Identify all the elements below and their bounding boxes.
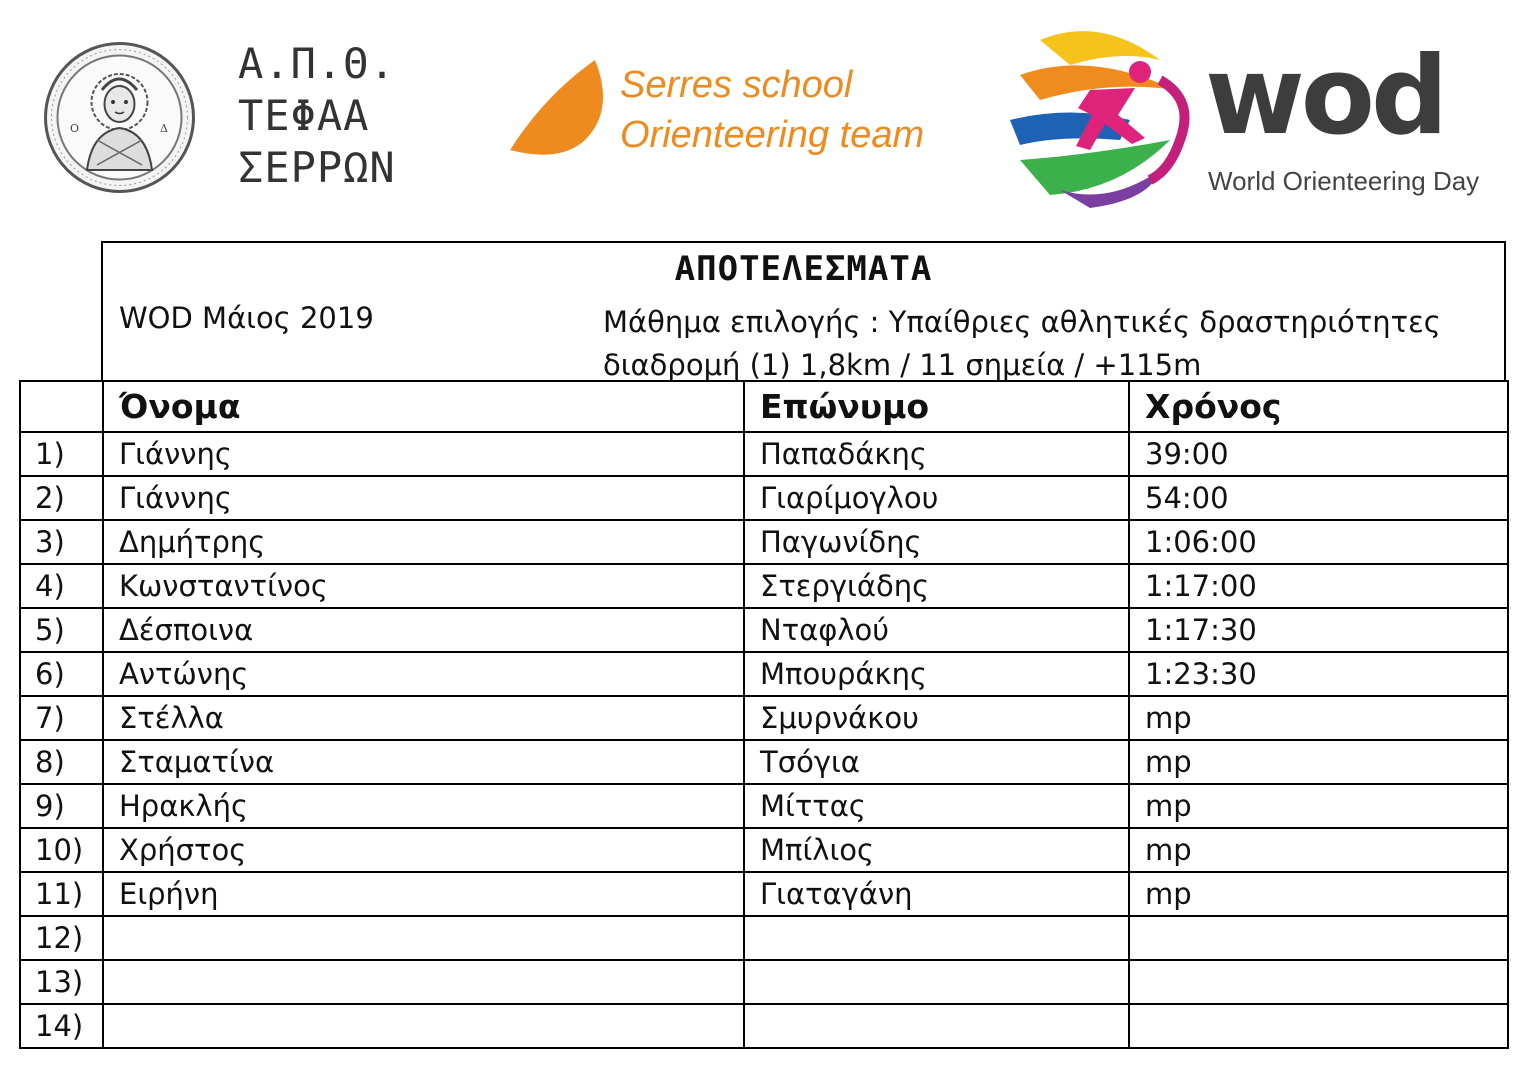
first-name-cell: Ηρακλής bbox=[103, 784, 744, 828]
rank-cell: 1) bbox=[20, 432, 103, 476]
last-name-cell: Γιαρίμογλου bbox=[744, 476, 1129, 520]
auth-logo-line: Α.Π.Θ. bbox=[238, 39, 396, 88]
results-body bbox=[20, 432, 1508, 1048]
last-name-cell bbox=[744, 1004, 1129, 1048]
rank-cell: 8) bbox=[20, 740, 103, 784]
wod-wordmark: wod bbox=[1205, 34, 1445, 159]
time-cell bbox=[1129, 1004, 1508, 1048]
table-row bbox=[20, 564, 1508, 608]
last-name-cell: Μίττας bbox=[744, 784, 1129, 828]
svg-text:Δ: Δ bbox=[160, 122, 168, 135]
rank-cell: 9) bbox=[20, 784, 103, 828]
results-title: ΑΠΟΤΕΛΕΣΜΑΤΑ bbox=[674, 249, 933, 289]
auth-seal-logo bbox=[42, 40, 197, 195]
time-cell: 1:23:30 bbox=[1129, 652, 1508, 696]
rank-cell: 4) bbox=[20, 564, 103, 608]
svg-text:Ο: Ο bbox=[70, 122, 80, 135]
last-name-cell bbox=[744, 960, 1129, 1004]
wod-runner-logo bbox=[1000, 20, 1200, 210]
time-cell: 54:00 bbox=[1129, 476, 1508, 520]
time-cell: mp bbox=[1129, 740, 1508, 784]
first-name-cell: Δημήτρης bbox=[103, 520, 744, 564]
table-row bbox=[20, 608, 1508, 652]
first-name-cell bbox=[103, 960, 744, 1004]
table-row bbox=[20, 784, 1508, 828]
first-name-cell bbox=[103, 1004, 744, 1048]
time-cell: 39:00 bbox=[1129, 432, 1508, 476]
course-name: Μάθημα επιλογής : Υπαίθριες αθλητικές δραστηριότητες bbox=[603, 305, 1441, 339]
first-name-cell: Γιάννης bbox=[103, 432, 744, 476]
last-name-cell: Στεργιάδης bbox=[744, 564, 1129, 608]
first-name-cell: Κωνσταντίνος bbox=[103, 564, 744, 608]
table-row bbox=[20, 520, 1508, 564]
last-name-cell bbox=[744, 916, 1129, 960]
first-name-cell: Αντώνης bbox=[103, 652, 744, 696]
last-name-cell: Παγωνίδης bbox=[744, 520, 1129, 564]
time-cell: 1:17:00 bbox=[1129, 564, 1508, 608]
table-row bbox=[20, 916, 1508, 960]
table-row bbox=[20, 696, 1508, 740]
event-name: WOD Μάιος 2019 bbox=[119, 301, 374, 335]
last-name-cell: Μπουράκης bbox=[744, 652, 1129, 696]
results-table bbox=[19, 380, 1509, 1049]
serres-orange-leaf-logo bbox=[505, 55, 615, 165]
results-title-box bbox=[101, 241, 1506, 381]
serres-logo-line: Orienteering team bbox=[620, 114, 925, 156]
first-name-cell: Χρήστος bbox=[103, 828, 744, 872]
first-name-cell: Σταματίνα bbox=[103, 740, 744, 784]
column-header-last-name: Επώνυμο bbox=[744, 381, 1129, 432]
column-header-time: Χρόνος bbox=[1129, 381, 1508, 432]
rank-cell: 12) bbox=[20, 916, 103, 960]
auth-logo-line: ΤΕΦΑΑ bbox=[238, 91, 370, 140]
last-name-cell: Τσόγια bbox=[744, 740, 1129, 784]
last-name-cell: Σμυρνάκου bbox=[744, 696, 1129, 740]
first-name-cell: Γιάννης bbox=[103, 476, 744, 520]
first-name-cell: Δέσποινα bbox=[103, 608, 744, 652]
last-name-cell: Μπίλιος bbox=[744, 828, 1129, 872]
time-cell bbox=[1129, 916, 1508, 960]
time-cell: 1:06:00 bbox=[1129, 520, 1508, 564]
last-name-cell: Γιαταγάνη bbox=[744, 872, 1129, 916]
time-cell: mp bbox=[1129, 696, 1508, 740]
rank-cell: 3) bbox=[20, 520, 103, 564]
rank-cell: 7) bbox=[20, 696, 103, 740]
serres-logo-text bbox=[620, 60, 924, 160]
table-row bbox=[20, 432, 1508, 476]
time-cell: mp bbox=[1129, 828, 1508, 872]
last-name-cell: Νταφλού bbox=[744, 608, 1129, 652]
rank-cell: 2) bbox=[20, 476, 103, 520]
rank-cell: 6) bbox=[20, 652, 103, 696]
table-row bbox=[20, 652, 1508, 696]
course-info bbox=[603, 301, 1441, 387]
rank-cell: 13) bbox=[20, 960, 103, 1004]
time-cell: mp bbox=[1129, 784, 1508, 828]
rank-cell: 11) bbox=[20, 872, 103, 916]
route-details: διαδρομή (1) 1,8km / 11 σημεία / +115m bbox=[603, 348, 1202, 382]
table-row bbox=[20, 1004, 1508, 1048]
time-cell: mp bbox=[1129, 872, 1508, 916]
serres-logo-line: Serres school bbox=[620, 64, 853, 106]
table-row bbox=[20, 872, 1508, 916]
table-row bbox=[20, 960, 1508, 1004]
table-row bbox=[20, 828, 1508, 872]
time-cell: 1:17:30 bbox=[1129, 608, 1508, 652]
auth-logo-line: ΣΕΡΡΩΝ bbox=[238, 143, 396, 192]
rank-cell: 5) bbox=[20, 608, 103, 652]
column-header-first-name: Όνομα bbox=[103, 381, 744, 432]
first-name-cell bbox=[103, 916, 744, 960]
rank-cell: 14) bbox=[20, 1004, 103, 1048]
logo-header bbox=[0, 0, 1523, 230]
last-name-cell: Παπαδάκης bbox=[744, 432, 1129, 476]
table-row bbox=[20, 476, 1508, 520]
wod-subtitle: World Orienteering Day bbox=[1208, 166, 1480, 196]
column-header-rank bbox=[20, 381, 103, 432]
table-row bbox=[20, 740, 1508, 784]
auth-logo-text bbox=[238, 38, 396, 194]
first-name-cell: Ειρήνη bbox=[103, 872, 744, 916]
time-cell bbox=[1129, 960, 1508, 1004]
first-name-cell: Στέλλα bbox=[103, 696, 744, 740]
rank-cell: 10) bbox=[20, 828, 103, 872]
table-header-row bbox=[20, 381, 1508, 432]
